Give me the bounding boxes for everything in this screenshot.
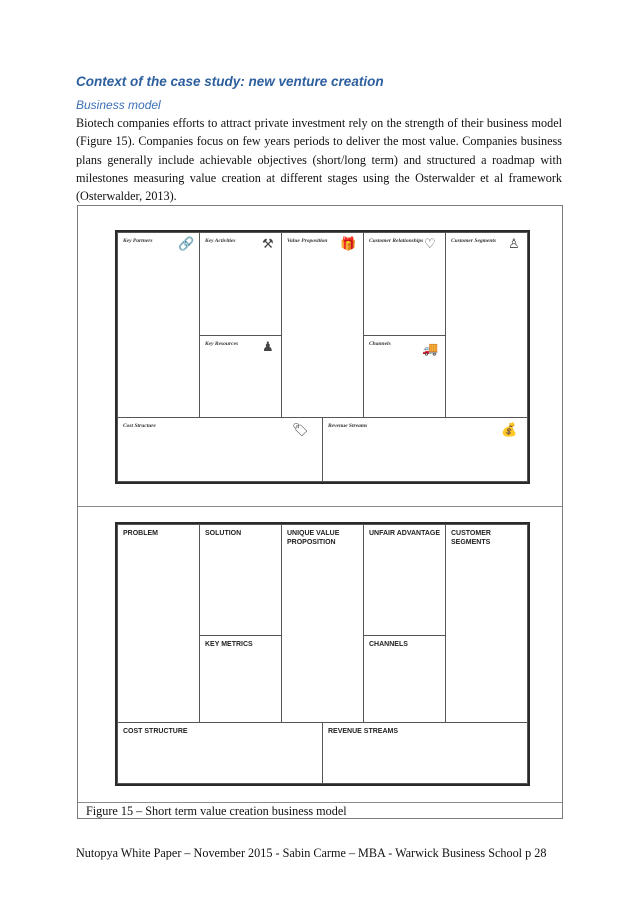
cell-channels (363, 335, 446, 418)
factory-worker-icon: ♟ (262, 339, 274, 354)
cell-revenue-streams (322, 417, 528, 482)
section-heading: Context of the case study: new venture creation (76, 74, 384, 89)
cell-value-proposition (281, 232, 364, 418)
label-customer-segments: Customer Segments (451, 238, 497, 244)
person-icon: ♙ (508, 236, 520, 251)
cell-lean-cost-structure (117, 722, 323, 784)
label-solution: SOLUTION (205, 530, 242, 537)
business-model-canvas (115, 230, 530, 484)
truck-icon: 🚚 (422, 341, 439, 356)
label-key-metrics: KEY METRICS (205, 641, 253, 648)
money-bag-icon: 💰 (501, 422, 518, 437)
label-lean-channels: CHANNELS (369, 641, 408, 648)
label-revenue-streams: Revenue Streams (328, 423, 368, 429)
cell-key-resources (199, 335, 282, 418)
label-unique-value-proposition: UNIQUE VALUE PROPOSITION (287, 530, 340, 546)
cell-customer-relationships (363, 232, 446, 336)
lean-canvas (115, 522, 530, 786)
label-lean-revenue-streams: REVENUE STREAMS (328, 728, 399, 735)
cell-lean-revenue-streams (322, 722, 528, 784)
chain-link-icon: 🔗 (178, 236, 195, 251)
caption-divider (78, 802, 562, 803)
figure-caption: Figure 15 – Short term value creation business model (86, 804, 347, 818)
label-problem: PROBLEM (123, 530, 158, 537)
label-key-activities: Key Activities (205, 238, 236, 244)
label-lean-cost-structure: COST STRUCTURE (123, 728, 188, 735)
worker-icon: ⚒ (262, 236, 274, 251)
cell-problem (117, 524, 200, 723)
cell-unfair-advantage (363, 524, 446, 636)
figure-divider (78, 506, 562, 507)
cell-key-activities (199, 232, 282, 336)
cell-cost-structure (117, 417, 323, 482)
label-customer-relationships: Customer Relationships (369, 238, 424, 244)
page-footer: Nutopya White Paper – November 2015 - Sabin Carme – MBA - Warwick Business School p 28 (76, 846, 547, 860)
label-channels: Channels (369, 341, 391, 347)
cell-key-metrics (199, 635, 282, 723)
cell-unique-value-proposition (281, 524, 364, 723)
cell-key-partners (117, 232, 200, 418)
cell-lean-channels (363, 635, 446, 723)
label-unfair-advantage: UNFAIR ADVANTAGE (369, 530, 441, 537)
cell-customer-segments (445, 232, 528, 418)
label-key-resources: Key Resources (205, 341, 239, 347)
gift-icon: 🎁 (340, 236, 357, 251)
cell-solution (199, 524, 282, 636)
label-key-partners: Key Partners (123, 238, 153, 244)
label-value-proposition: Value Proposition (287, 238, 328, 244)
body-paragraph: Biotech companies efforts to attract private investment rely on the strength of their business model (Figure 15). Companies focus on few years periods to deliver the most value. Companies business plans generally include achievable objectives (short/long term) and structured a roadmap with milestones measuring value creation at different stages using the Osterwalder et al framework (Osterwalder, 2013). (76, 116, 562, 204)
section-subheading: Business model (76, 98, 161, 112)
price-tag-icon: 🏷 (292, 422, 309, 437)
label-lean-customer-segments: CUSTOMER SEGMENTS (451, 530, 491, 546)
label-cost-structure: Cost Structure (123, 423, 156, 429)
cell-lean-customer-segments (445, 524, 528, 723)
heart-icon: ♡ (424, 236, 436, 251)
